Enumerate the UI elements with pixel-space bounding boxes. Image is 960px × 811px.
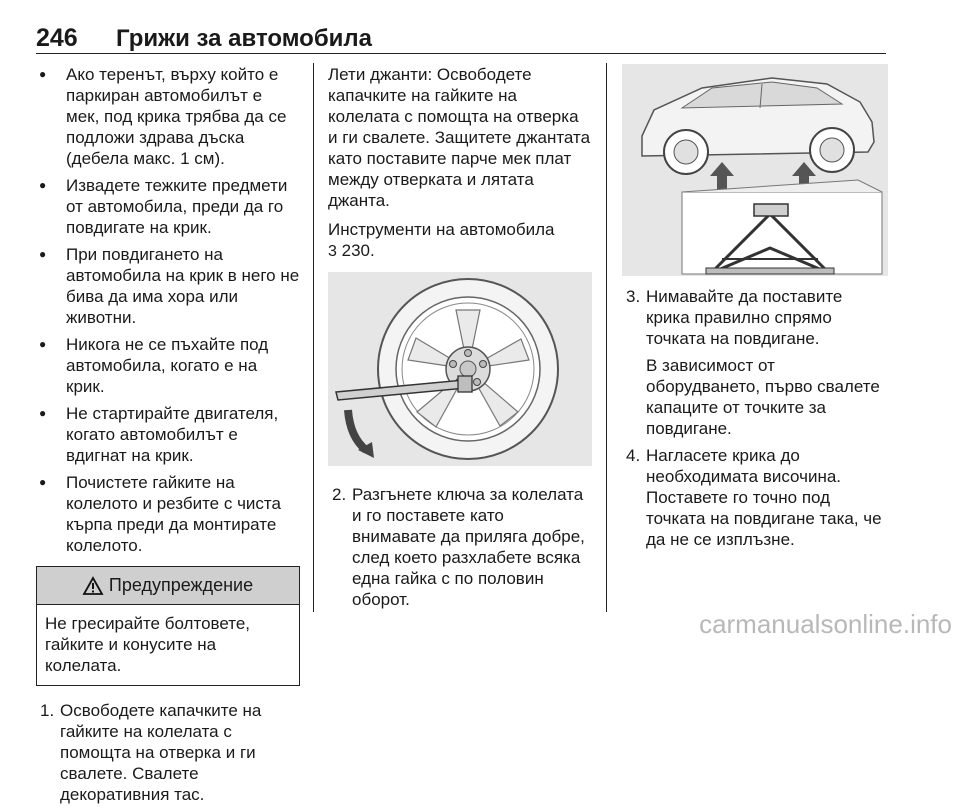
wheel-wrench-illustration: [328, 272, 592, 466]
column-right: [622, 64, 888, 556]
step-number: 2.: [332, 485, 347, 504]
page-header: [36, 24, 886, 54]
car-jack-drawing: [622, 64, 888, 276]
step-number: 3.: [626, 287, 641, 306]
column-left: [36, 64, 300, 811]
step-number: 1.: [40, 701, 55, 720]
reference-page: 230.: [341, 241, 375, 260]
step-text: Разгънете ключа за колелата и го поставете като внимавате да приляга добре, след което разхлабете всяка една гайка с по половин оборот.: [352, 485, 585, 609]
list-item: ● Ако теренът, върху който е паркиран автомобилът е мек, под крика трябва да се подложи здрава дъска (дебела макс. 1 см).: [36, 64, 300, 169]
watermark: carmanualsonline.info: [699, 609, 952, 639]
steps-list: [36, 700, 300, 805]
column-middle: [328, 64, 592, 616]
wheel-wrench-drawing: [328, 272, 592, 466]
warning-box: [36, 566, 300, 686]
list-item: ● Никога не се пъхайте под автомобила, когато е на крик.: [36, 334, 300, 397]
steps-list: [328, 484, 592, 610]
step-number: 4.: [626, 446, 641, 465]
column-divider-2: [606, 63, 607, 612]
step-text: Нагласете крика до необходимата височина. Поставете го точно под точката на повдигане така, че да не се изплъзне.: [646, 446, 882, 549]
steps-list: [622, 286, 888, 550]
tools-reference: [328, 219, 592, 262]
warning-title: Предупреждение: [108, 575, 254, 595]
step-text: Освободете капачките на гайките на колелата с помощта на отверка и ги свалете. Свалете декоративния тас.: [60, 701, 262, 804]
list-item: ● Извадете тежките предмети от автомобила, преди да го повдигате на крик.: [36, 175, 300, 238]
alloy-wheels-paragraph: Лети джанти: Освободете капачките на гайките на колелата с помощта на отверка и ги свалете. Защитете джантата като поставите парче мек плат между отверката и лятата джанта.: [328, 65, 591, 210]
reference-arrow-icon: 3: [328, 243, 337, 260]
step-note: В зависимост от оборудването, първо свалете капаците от точките за повдигане.: [646, 356, 880, 438]
step-item: [36, 700, 300, 805]
warning-triangle-icon: [83, 577, 103, 595]
car-jack-illustration: [622, 64, 888, 276]
step-item: [328, 484, 592, 610]
list-item: ● Почистете гайките на колелото и резбите с чиста кърпа преди да монтирате колелото.: [36, 472, 300, 556]
precaution-list: [36, 64, 300, 556]
warning-header: [37, 567, 299, 605]
step-item: [622, 286, 888, 439]
list-item: ● При повдигането на автомобила на крик в него не бива да има хора или животни.: [36, 244, 300, 328]
tools-reference-text: Инструменти на автомобила: [328, 220, 555, 239]
chapter-title: Грижи за автомобила: [116, 25, 373, 52]
warning-text: Не гресирайте болтовете, гайките и конусите на колелата.: [45, 614, 251, 675]
column-divider-1: [313, 63, 314, 612]
list-item: ● Не стартирайте двигателя, когато автомобилът е вдигнат на крик.: [36, 403, 300, 466]
step-text: Нимавайте да поставите крика правилно спрямо точката на повдигане.: [646, 287, 843, 348]
step-item: [622, 445, 888, 550]
page-number: 246: [36, 24, 78, 52]
